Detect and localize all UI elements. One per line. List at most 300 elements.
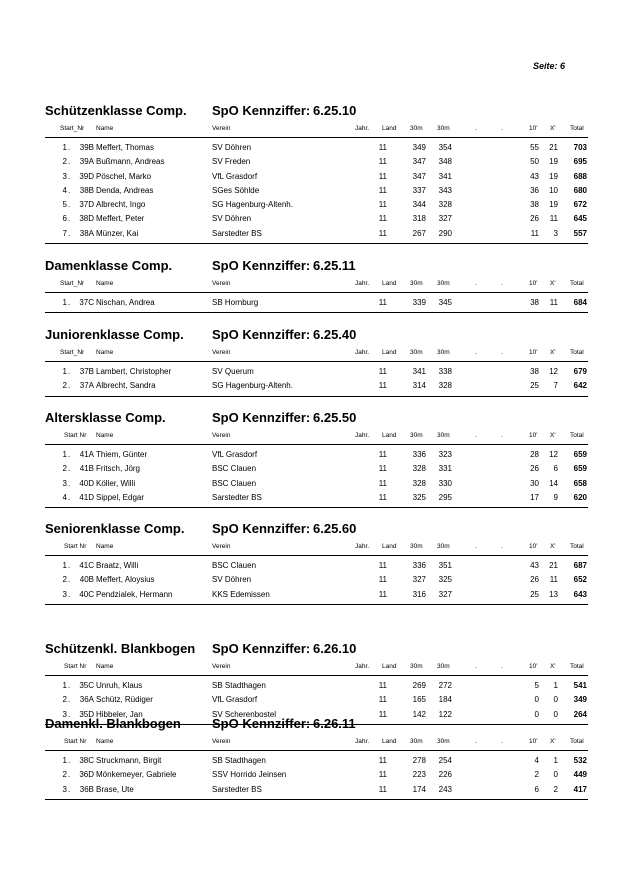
table-row <box>0 785 620 799</box>
score-30m-a: 318 <box>412 214 426 224</box>
start-number: 35C <box>79 681 94 690</box>
section-bottom-divider <box>45 243 588 244</box>
code-label: SpO Kennziffer: <box>212 103 311 118</box>
score-30m-b: 323 <box>438 450 452 459</box>
header-jahr: Jahr. <box>355 125 370 132</box>
start-number: 35D <box>79 709 94 719</box>
score-30m-b: 295 <box>438 492 452 502</box>
place: 2 <box>62 695 67 705</box>
year-value: 11 <box>378 464 387 474</box>
table-row <box>0 200 620 214</box>
year-value: 11 <box>378 214 387 224</box>
archer-name: Münzer, Kai <box>96 228 139 238</box>
header-tens: 10' <box>529 280 538 287</box>
year-value: 11 <box>378 228 387 238</box>
x-count: 19 <box>549 157 558 167</box>
club-name: BSC Clauen <box>212 561 257 570</box>
total-score: 620 <box>573 492 587 502</box>
header-name: Name <box>96 543 114 550</box>
score-30m-b: 328 <box>438 381 452 391</box>
place: 3 <box>62 709 67 719</box>
section-heading <box>45 521 605 537</box>
x-count: 11 <box>549 298 558 307</box>
header-name: Name <box>96 349 114 356</box>
tens-count: 38 <box>530 298 539 307</box>
archer-name: Sippel, Edgar <box>96 492 145 502</box>
tens-count: 38 <box>530 200 539 210</box>
score-30m-a: 269 <box>412 681 426 690</box>
header-tens: 10' <box>529 738 538 745</box>
table-row <box>0 561 620 575</box>
start-number: 37A <box>79 381 94 391</box>
place: 2 <box>62 575 67 585</box>
header-land: Land <box>382 543 397 550</box>
start-number: 41B <box>79 464 94 474</box>
header-total: Total <box>570 738 584 745</box>
column-header-row <box>0 349 620 359</box>
total-score: 659 <box>573 450 587 459</box>
year-value: 11 <box>378 381 387 391</box>
x-count: 11 <box>549 214 558 224</box>
place-dot: . <box>68 157 71 167</box>
place-dot: . <box>68 681 71 690</box>
start-number: 41D <box>79 492 94 502</box>
header-x: X' <box>550 432 556 439</box>
header-divider <box>45 137 588 138</box>
score-30m-b: 354 <box>438 143 452 152</box>
tens-count: 11 <box>530 228 539 238</box>
club-name: SGes Söhlde <box>212 185 260 195</box>
score-30m-b: 290 <box>438 228 452 238</box>
header-land: Land <box>382 349 397 356</box>
club-name: VfL Grasdorf <box>212 695 258 705</box>
score-30m-b: 327 <box>438 214 452 224</box>
header-divider <box>45 555 588 556</box>
year-value: 11 <box>378 756 387 765</box>
archer-name: Brase, Ute <box>96 784 134 794</box>
score-30m-b: 343 <box>438 185 452 195</box>
start-number: 40D <box>79 478 94 488</box>
x-count: 10 <box>549 185 558 195</box>
club-name: SB Stadthagen <box>212 681 266 690</box>
header-divider <box>45 361 588 362</box>
header-total: Total <box>570 663 584 670</box>
place-dot: . <box>68 367 71 376</box>
header-jahr: Jahr. <box>355 349 370 356</box>
x-count: 12 <box>549 367 558 376</box>
archer-name: Meffert, Peter <box>96 214 145 224</box>
class-code: 6.25.10 <box>313 103 357 118</box>
start-number: 38B <box>79 185 94 195</box>
section-heading <box>45 327 605 343</box>
section-bottom-divider <box>45 604 588 605</box>
header-start-nr: Start Nr <box>64 663 87 670</box>
year-value: 11 <box>378 157 387 167</box>
archer-name: Unruh, Klaus <box>96 681 143 690</box>
column-header-row <box>0 280 620 290</box>
header-30m-a: 30m <box>410 125 423 132</box>
results-rows <box>0 298 620 312</box>
table-row <box>0 186 620 200</box>
header-verein: Verein <box>212 432 231 439</box>
club-name: Sarstedter BS <box>212 784 262 794</box>
header-total: Total <box>570 349 584 356</box>
header-30m-a: 30m <box>410 738 423 745</box>
table-row <box>0 590 620 604</box>
score-30m-b: 341 <box>438 171 452 181</box>
club-name: SV Querum <box>212 367 254 376</box>
header-dot-1: . <box>475 125 477 132</box>
archer-name: Bußmann, Andreas <box>96 157 165 167</box>
header-dot-1: . <box>475 349 477 356</box>
header-start-nr: Start Nr <box>64 432 87 439</box>
club-name: SG Hagenburg-Altenh. <box>212 381 293 391</box>
total-score: 684 <box>573 298 587 307</box>
archer-name: Pöschel, Marko <box>96 171 152 181</box>
header-verein: Verein <box>212 349 231 356</box>
header-verein: Verein <box>212 125 231 132</box>
start-number: 37C <box>79 298 94 307</box>
header-name: Name <box>96 432 114 439</box>
start-number: 38A <box>79 228 94 238</box>
score-30m-a: 347 <box>412 157 426 167</box>
section-heading <box>45 410 605 426</box>
place: 3 <box>62 589 67 599</box>
score-30m-a: 327 <box>412 575 426 585</box>
place: 5 <box>62 200 67 210</box>
score-30m-a: 337 <box>412 185 426 195</box>
x-count: 0 <box>553 770 558 780</box>
score-30m-a: 328 <box>412 464 426 474</box>
class-title: Schützenkl. Blankbogen <box>45 641 196 656</box>
score-30m-b: 328 <box>438 200 452 210</box>
header-verein: Verein <box>212 738 231 745</box>
class-code: 6.26.10 <box>313 641 357 656</box>
header-30m-a: 30m <box>410 543 423 550</box>
column-header-row <box>0 663 620 673</box>
code-label: SpO Kennziffer: <box>212 716 311 731</box>
year-value: 11 <box>378 770 387 780</box>
score-30m-a: 267 <box>412 228 426 238</box>
archer-name: Albrecht, Sandra <box>96 381 156 391</box>
place-dot: . <box>68 171 71 181</box>
header-30m-a: 30m <box>410 432 423 439</box>
class-title: Altersklasse Comp. <box>45 410 166 425</box>
section-heading <box>45 103 605 119</box>
club-name: SB Stadthagen <box>212 756 266 765</box>
section-bottom-divider <box>45 799 588 800</box>
x-count: 13 <box>549 589 558 599</box>
total-score: 688 <box>573 171 587 181</box>
score-30m-a: 341 <box>412 367 426 376</box>
total-score: 557 <box>573 228 587 238</box>
start-number: 36A <box>79 695 94 705</box>
place: 2 <box>62 464 67 474</box>
archer-name: Hibbeler, Jan <box>96 709 143 719</box>
start-number: 37B <box>79 367 94 376</box>
year-value: 11 <box>378 492 387 502</box>
header-tens: 10' <box>529 125 538 132</box>
table-row <box>0 229 620 243</box>
club-name: BSC Clauen <box>212 464 257 474</box>
score-30m-a: 278 <box>412 756 426 765</box>
header-x: X' <box>550 349 556 356</box>
tens-count: 50 <box>530 157 539 167</box>
tens-count: 43 <box>530 561 539 570</box>
total-score: 541 <box>573 681 587 690</box>
place-dot: . <box>68 185 71 195</box>
header-jahr: Jahr. <box>355 280 370 287</box>
header-30m-a: 30m <box>410 280 423 287</box>
header-jahr: Jahr. <box>355 432 370 439</box>
total-score: 695 <box>573 157 587 167</box>
header-x: X' <box>550 738 556 745</box>
tens-count: 6 <box>534 784 539 794</box>
place: 1 <box>62 367 67 376</box>
club-name: SG Hagenburg-Altenh. <box>212 200 293 210</box>
score-30m-a: 314 <box>412 381 426 391</box>
score-30m-a: 339 <box>412 298 426 307</box>
x-count: 1 <box>553 756 558 765</box>
table-row <box>0 493 620 507</box>
place-dot: . <box>68 709 71 719</box>
archer-name: Lambert, Christopher <box>96 367 172 376</box>
tens-count: 30 <box>530 478 539 488</box>
class-code: 6.25.40 <box>313 327 357 342</box>
class-code: 6.26.11 <box>313 716 356 731</box>
page-number: Seite: 6 <box>533 61 566 71</box>
header-30m-b: 30m <box>437 349 450 356</box>
total-score: 652 <box>573 575 587 585</box>
place-dot: . <box>68 561 71 570</box>
header-start-nr: Start Nr <box>64 543 87 550</box>
start-number: 41A <box>79 450 94 459</box>
table-row <box>0 479 620 493</box>
header-land: Land <box>382 280 397 287</box>
score-30m-a: 223 <box>412 770 426 780</box>
start-number: 41C <box>79 561 94 570</box>
year-value: 11 <box>378 298 387 307</box>
results-rows <box>0 756 620 799</box>
column-header-row <box>0 125 620 135</box>
section-bottom-divider <box>45 507 588 508</box>
class-title: Damenklasse Comp. <box>45 258 173 273</box>
score-30m-b: 122 <box>438 709 452 719</box>
place-dot: . <box>68 770 71 780</box>
place-dot: . <box>68 228 71 238</box>
score-30m-b: 348 <box>438 157 452 167</box>
club-name: SB Hornburg <box>212 298 259 307</box>
x-count: 6 <box>553 464 558 474</box>
code-label: SpO Kennziffer: <box>212 521 311 536</box>
year-value: 11 <box>378 200 387 210</box>
x-count: 21 <box>549 143 558 152</box>
section-heading <box>45 716 605 732</box>
place-dot: . <box>68 450 71 459</box>
year-value: 11 <box>378 185 387 195</box>
score-30m-a: 165 <box>412 695 426 705</box>
column-header-row <box>0 738 620 748</box>
header-dot-1: . <box>475 543 477 550</box>
club-name: SV Döhren <box>212 214 252 224</box>
results-rows <box>0 450 620 507</box>
archer-name: Meffert, Aloysius <box>96 575 155 585</box>
score-30m-b: 184 <box>438 695 452 705</box>
place-dot: . <box>68 492 71 502</box>
header-x: X' <box>550 125 556 132</box>
score-30m-a: 174 <box>412 784 426 794</box>
header-start-nr: Start_Nr <box>60 280 85 287</box>
class-code: 6.25.50 <box>313 410 357 425</box>
start-number: 38D <box>79 214 94 224</box>
x-count: 1 <box>553 681 558 690</box>
tens-count: 5 <box>534 681 539 690</box>
start-number: 36D <box>79 770 94 780</box>
score-30m-a: 328 <box>412 478 426 488</box>
place-dot: . <box>68 478 71 488</box>
total-score: 449 <box>573 770 587 780</box>
place-dot: . <box>68 695 71 705</box>
place: 4 <box>62 185 67 195</box>
place-dot: . <box>68 464 71 474</box>
year-value: 11 <box>378 575 387 585</box>
header-30m-a: 30m <box>410 663 423 670</box>
place-dot: . <box>68 784 71 794</box>
score-30m-a: 344 <box>412 200 426 210</box>
header-verein: Verein <box>212 663 231 670</box>
class-title: Damenkl. Blankbogen <box>45 716 181 731</box>
tens-count: 28 <box>530 450 539 459</box>
score-30m-b: 330 <box>438 478 452 488</box>
club-name: VfL Grasdorf <box>212 450 258 459</box>
tens-count: 25 <box>530 381 539 391</box>
score-30m-b: 226 <box>438 770 452 780</box>
table-row <box>0 157 620 171</box>
score-30m-a: 325 <box>412 492 426 502</box>
club-name: BSC Clauen <box>212 478 257 488</box>
table-row <box>0 172 620 186</box>
header-verein: Verein <box>212 543 231 550</box>
archer-name: Thiem, Günter <box>96 450 148 459</box>
club-name: SV Döhren <box>212 575 252 585</box>
section-bottom-divider <box>45 396 588 397</box>
header-dot-2: . <box>501 738 503 745</box>
x-count: 19 <box>549 171 558 181</box>
header-30m-b: 30m <box>437 663 450 670</box>
code-label: SpO Kennziffer: <box>212 410 311 425</box>
start-number: 39A <box>79 157 94 167</box>
tens-count: 0 <box>534 709 539 719</box>
header-30m-b: 30m <box>437 125 450 132</box>
archer-name: Albrecht, Ingo <box>96 200 146 210</box>
x-count: 11 <box>549 575 558 585</box>
code-label: SpO Kennziffer: <box>212 258 311 273</box>
x-count: 21 <box>549 561 558 570</box>
place: 1 <box>62 143 67 152</box>
header-name: Name <box>96 663 114 670</box>
header-dot-1: . <box>475 738 477 745</box>
header-verein: Verein <box>212 280 231 287</box>
header-dot-2: . <box>501 280 503 287</box>
table-row <box>0 770 620 784</box>
place: 7 <box>62 228 67 238</box>
header-x: X' <box>550 663 556 670</box>
score-30m-a: 316 <box>412 589 426 599</box>
tens-count: 43 <box>530 171 539 181</box>
total-score: 703 <box>573 143 587 152</box>
header-divider <box>45 675 588 676</box>
total-score: 532 <box>573 756 587 765</box>
tens-count: 17 <box>530 492 539 502</box>
table-row <box>0 756 620 770</box>
place: 4 <box>62 492 67 502</box>
table-row <box>0 367 620 381</box>
place-dot: . <box>68 143 71 152</box>
header-dot-2: . <box>501 125 503 132</box>
archer-name: Braatz, Willi <box>96 561 139 570</box>
score-30m-b: 272 <box>438 681 452 690</box>
header-divider <box>45 444 588 445</box>
header-land: Land <box>382 663 397 670</box>
table-row <box>0 381 620 395</box>
total-score: 680 <box>573 185 587 195</box>
start-number: 36B <box>79 784 94 794</box>
year-value: 11 <box>378 589 387 599</box>
place: 3 <box>62 171 67 181</box>
total-score: 658 <box>573 478 587 488</box>
column-header-row <box>0 432 620 442</box>
club-name: SV Scherenbostel <box>212 709 277 719</box>
archer-name: Fritsch, Jörg <box>96 464 141 474</box>
class-title: Juniorenklasse Comp. <box>45 327 184 342</box>
place-dot: . <box>68 381 71 391</box>
tens-count: 0 <box>534 695 539 705</box>
header-30m-b: 30m <box>437 280 450 287</box>
header-tens: 10' <box>529 543 538 550</box>
club-name: Sarstedter BS <box>212 492 262 502</box>
tens-count: 36 <box>530 185 539 195</box>
x-count: 0 <box>553 695 558 705</box>
total-score: 349 <box>573 695 587 705</box>
table-row <box>0 464 620 478</box>
club-name: SV Döhren <box>212 143 252 152</box>
club-name: KKS Edemissen <box>212 589 270 599</box>
header-dot-1: . <box>475 280 477 287</box>
place: 3 <box>62 478 67 488</box>
score-30m-b: 338 <box>438 367 452 376</box>
place: 1 <box>62 298 67 307</box>
club-name: SSV Horrido Jeinsen <box>212 770 287 780</box>
start-number: 40C <box>79 589 94 599</box>
score-30m-a: 349 <box>412 143 426 152</box>
header-total: Total <box>570 280 584 287</box>
year-value: 11 <box>378 450 387 459</box>
section-bottom-divider <box>45 312 588 313</box>
club-name: SV Freden <box>212 157 251 167</box>
place: 1 <box>62 756 67 765</box>
place: 2 <box>62 381 67 391</box>
x-count: 0 <box>553 709 558 719</box>
section-heading <box>45 258 605 274</box>
x-count: 9 <box>553 492 558 502</box>
tens-count: 2 <box>534 770 539 780</box>
place-dot: . <box>68 756 71 765</box>
tens-count: 4 <box>534 756 539 765</box>
score-30m-b: 254 <box>438 756 452 765</box>
code-label: SpO Kennziffer: <box>212 327 311 342</box>
year-value: 11 <box>378 171 387 181</box>
tens-count: 25 <box>530 589 539 599</box>
